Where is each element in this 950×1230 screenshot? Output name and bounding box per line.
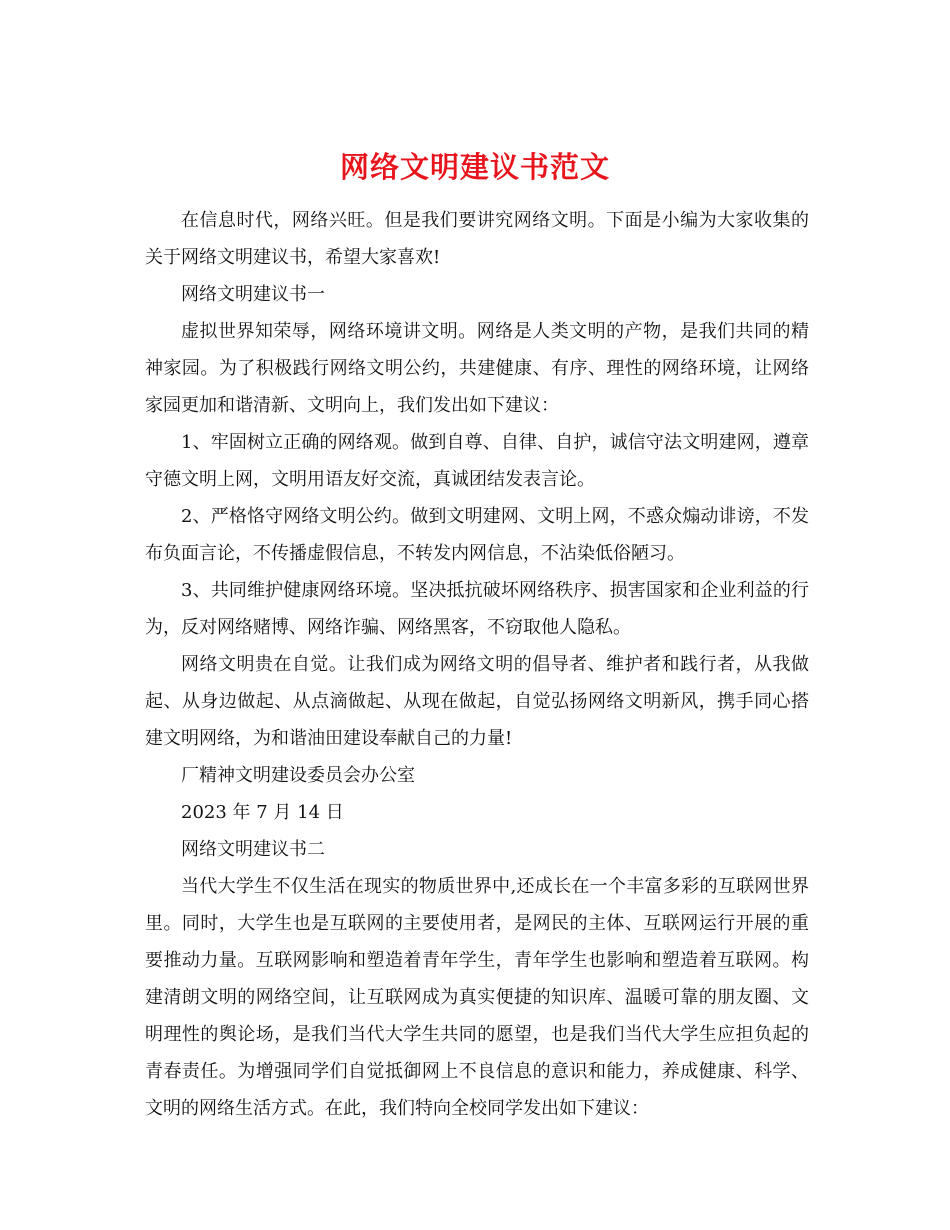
suggestion-item-1: 1、牢固树立正确的网络观。做到自尊、自律、自护，诚信守法文明建网，遵章守德文明上网，文明用语友好交流，真诚团结发表言论。 [145, 432, 809, 490]
document-body [145, 202, 809, 1127]
suggestion-item-2: 2、严格恪守网络文明公约。做到文明建网、文明上网，不惑众煽动诽谤，不发布负面言论，不传播虚假信息，不转发内网信息，不沾染低俗陋习。 [145, 506, 809, 564]
closing-paragraph: 网络文明贵在自觉。让我们成为网络文明的倡导者、维护者和践行者，从我做起、从身边做起、从点滴做起、从现在做起，自觉弘扬网络文明新风，携手同心搭建文明网络，为和谐油田建设奉献自己的力量! [145, 654, 809, 749]
signature-date: 2023 年 7 月 14 日 [181, 802, 344, 823]
section-heading-one: 网络文明建议书一 [181, 284, 325, 305]
intro-paragraph: 在信息时代，网络兴旺。但是我们要讲究网络文明。下面是小编为大家收集的关于网络文明建议书，希望大家喜欢! [145, 210, 809, 268]
signature-organization: 厂精神文明建设委员会办公室 [181, 765, 415, 786]
suggestion-item-3: 3、共同维护健康网络环境。坚决抵抗破坏网络秩序、损害国家和企业利益的行为，反对网络赌博、网络诈骗、网络黑客，不窃取他人隐私。 [145, 580, 809, 638]
body-paragraph: 虚拟世界知荣辱，网络环境讲文明。网络是人类文明的产物，是我们共同的精神家园。为了积极践行网络文明公约，共建健康、有序、理性的网络环境，让网络家园更加和谐清新、文明向上，我们发出如下建议： [145, 321, 809, 416]
document-title: 网络文明建议书范文 [339, 150, 610, 185]
body-paragraph-two: 当代大学生不仅生活在现实的物质世界中,还成长在一个丰富多彩的互联网世界里。同时，大学生也是互联网的主要使用者，是网民的主体、互联网运行开展的重要推动力量。互联网影响和塑造着青年学生，青年学生也影响和塑造着互联网。构建清朗文明的网络空间，让互联网成为真实便捷的知识库、温暖可靠的朋友圈、文明理性的舆论场，是我们当代大学生共同的愿望，也是我们当代大学生应担负起的青春责任。为增强同学们自觉抵御网上不良信息的意识和能力，养成健康、科学、文明的网络生活方式。在此，我们特向全校同学发出如下建议： [145, 876, 809, 1119]
section-heading-two: 网络文明建议书二 [181, 839, 325, 860]
